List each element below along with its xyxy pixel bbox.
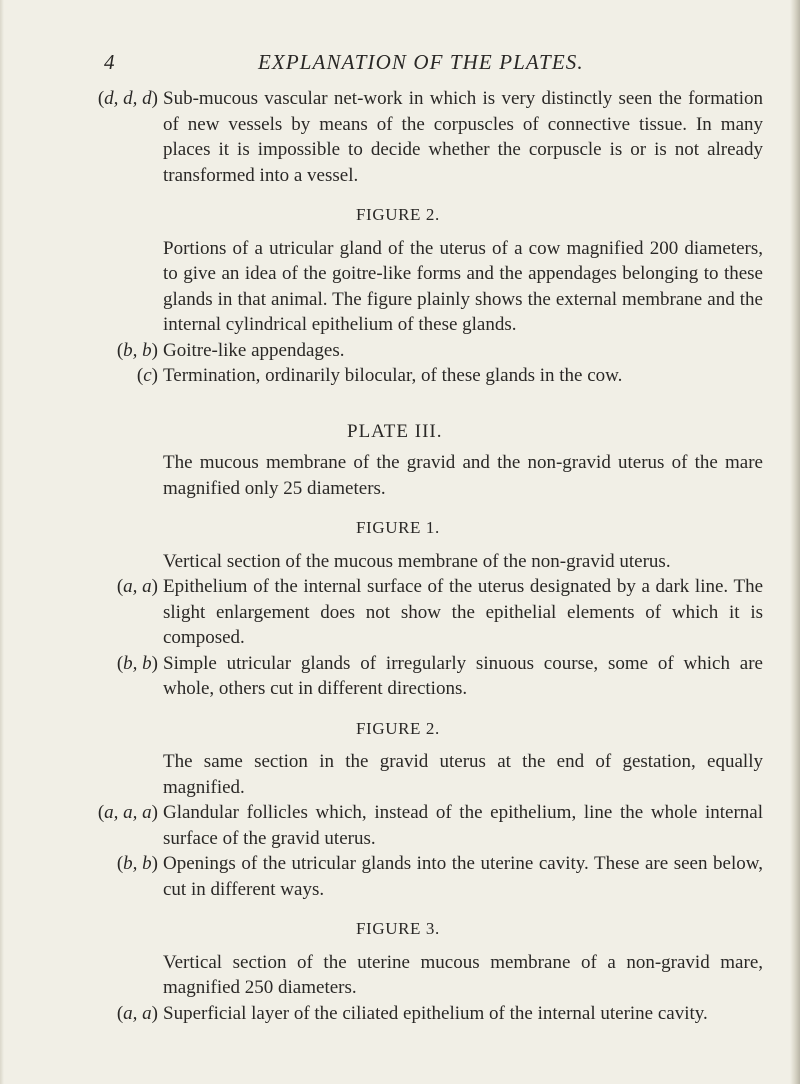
plate-heading: PLATE III. [347, 420, 443, 442]
legend-label: (a, a) [116, 576, 158, 597]
legend-entry [0, 574, 763, 651]
legend-label: (a, a) [116, 1002, 158, 1024]
legend-label: (b, b) [116, 652, 158, 674]
legend-entry [0, 1001, 763, 1027]
legend-label: (b, b) [116, 339, 158, 361]
legend-entry [0, 338, 763, 364]
legend-label: (b, b) [116, 853, 158, 874]
figure-description: Portions of a utricular gland of the uterus of a cow magnified 200 diameters, to give an idea of the goitre-like forms and the appendages belonging to these glands in that animal. The figure plainly shows the external membrane and the internal cylindrical epithelium of these glands. [163, 237, 763, 335]
page-body [0, 86, 800, 1026]
page-number: 4 [104, 50, 115, 74]
legend-text: Epithelium of the internal surface of the uterus designated by a dark line. The slight enlargement does not show the epithelial elements of which it is composed. [163, 576, 763, 648]
legend-entry [0, 651, 763, 702]
legend-entry [0, 363, 763, 389]
legend-text: Glandular follicles which, instead of the epithelium, line the whole internal surface of the gravid uterus. [163, 802, 763, 849]
legend-text: Simple utricular glands of irregularly sinuous course, some of which are whole, others cut in different directions. [163, 652, 763, 699]
figure-description: The same section in the gravid uterus at the end of gestation, equally magnified. [163, 751, 763, 798]
figure-heading: FIGURE 2. [356, 718, 440, 738]
figure-heading: FIGURE 3. [356, 919, 440, 938]
figure-description: Vertical section of the uterine mucous membrane of a non-gravid mare, magnified 250 diameters. [163, 951, 763, 998]
running-head [0, 50, 800, 76]
figure-description: Vertical section of the mucous membrane of the non-gravid uterus. [163, 550, 671, 572]
figure-heading: FIGURE 1. [356, 518, 440, 537]
legend-text: Sub-mucous vascular net-work in which is very distinctly seen the formation of new vessels by means of the corpuscles of connective tissue. In many places it is impossible to decide whether the corpuscle is or is not already transformed into a vessel. [163, 88, 763, 186]
legend-label: (c) [136, 365, 158, 386]
legend-label: (d, d, d) [97, 88, 158, 109]
legend-text: Goitre-like appendages. [163, 339, 345, 361]
legend-text: Superficial layer of the ciliated epithelium of the internal uterine cavity. [163, 1002, 708, 1024]
legend-entry [0, 800, 763, 851]
legend-text: Termination, ordinarily bilocular, of these glands in the cow. [163, 365, 623, 386]
legend-entry [0, 851, 763, 902]
legend-label: (a, a, a) [97, 802, 158, 823]
legend-text: Openings of the utricular glands into the uterine cavity. These are seen below, cut in different ways. [163, 853, 763, 900]
figure-heading: FIGURE 2. [356, 205, 440, 224]
legend-entry [0, 86, 763, 188]
running-title: EXPLANATION OF THE PLATES. [258, 50, 584, 74]
plate-description: The mucous membrane of the gravid and the non-gravid uterus of the mare magnified only 25 diameters. [163, 452, 763, 499]
